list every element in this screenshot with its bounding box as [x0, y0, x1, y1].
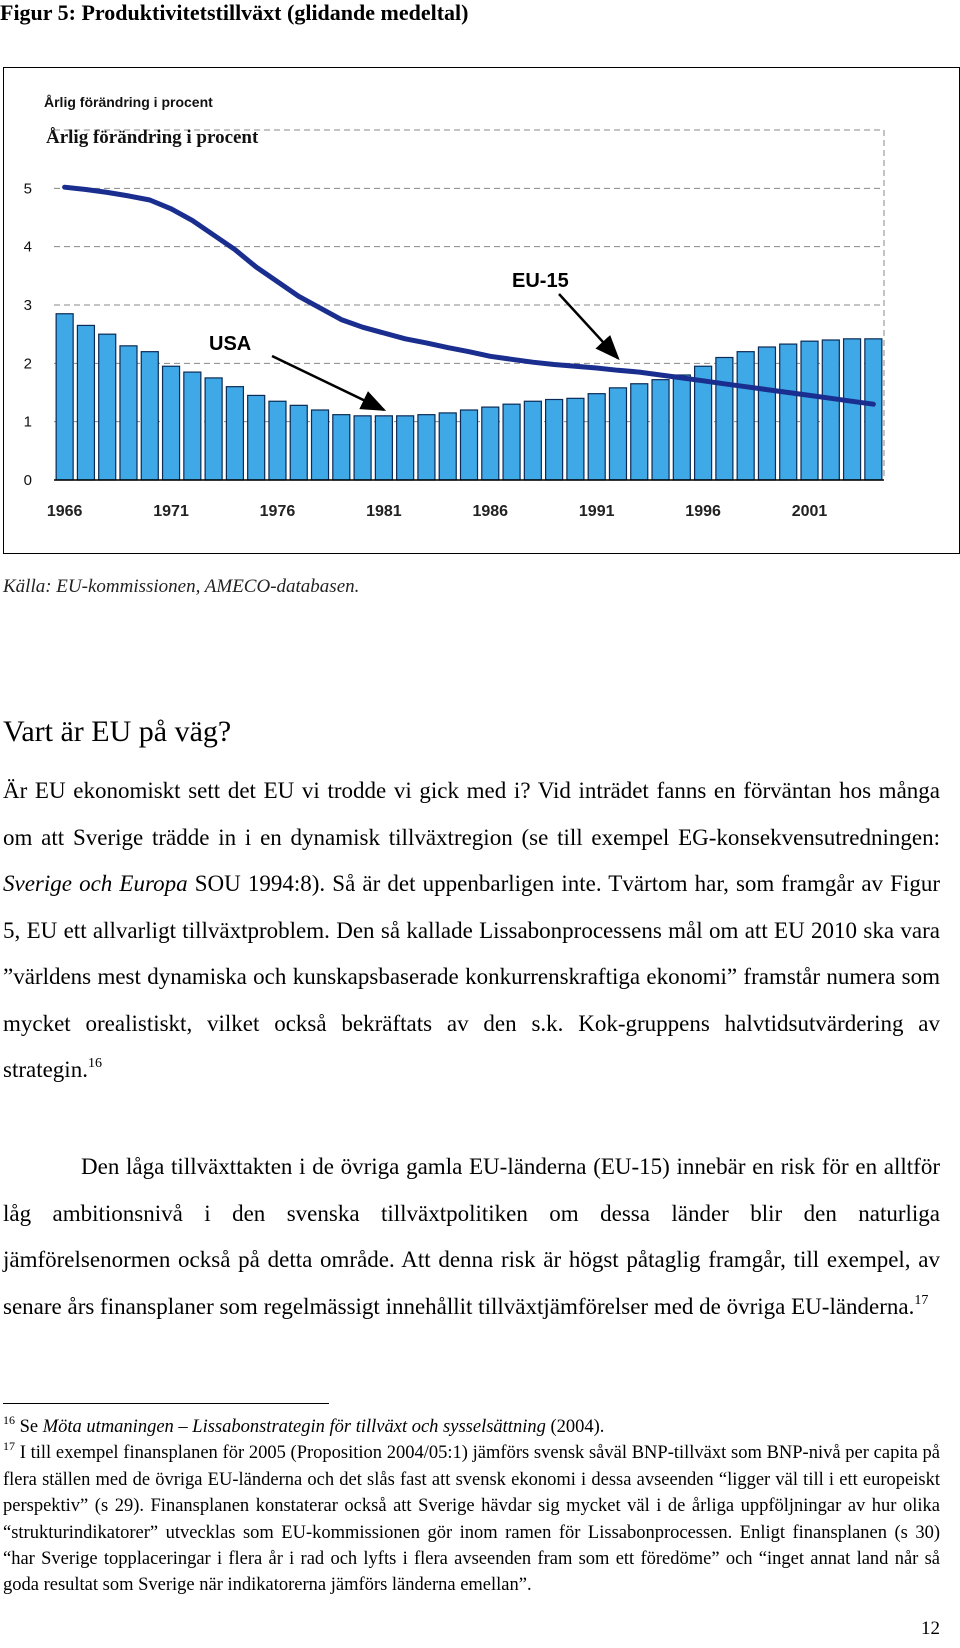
x-tick-label: 1986: [472, 503, 509, 520]
bar-2001: [801, 341, 818, 480]
y-axis-title-overlay: Årlig förändring i procent: [46, 127, 259, 148]
x-tick-label: 1971: [153, 503, 189, 520]
bar-2004: [865, 339, 882, 480]
y-tick-label: 3: [23, 297, 32, 314]
y-tick-label: 2: [23, 355, 32, 373]
bar-1999: [758, 347, 775, 480]
paragraph-2-text: Den låga tillväxttakten i de övriga gamla EU-länderna (EU-15) innebär en risk för en alltför låg ambitionsnivå i den svenska tillväxtpolitiken om dessa länder blir den naturliga jämförelsenormen också på detta område. Att denna risk är högst påtaglig framgår, till exempel, av senare års finansplaner som regelmässigt innehållit tillväxtjämförelser med de övriga EU-länderna.: [3, 1154, 940, 1319]
bar-1986: [482, 407, 499, 480]
footnote-16: [3, 1414, 940, 1440]
page-number: 12: [921, 1618, 940, 1639]
y-tick-label: 5: [23, 180, 32, 198]
bar-1977: [290, 405, 307, 480]
bar-1970: [141, 352, 158, 480]
bar-1978: [312, 410, 329, 480]
bar-1982: [397, 416, 414, 480]
bar-1988: [524, 401, 541, 480]
bar-1987: [503, 404, 520, 480]
x-tick-label: 1981: [366, 503, 402, 520]
bar-1985: [460, 410, 477, 480]
annotation-usa-arrow: [272, 356, 384, 410]
figure-title: Figur 5: Produktivitetstillväxt (glidande medeltal): [0, 0, 469, 25]
bar-1968: [99, 334, 116, 480]
bar-1995: [673, 375, 690, 480]
bar-1981: [375, 416, 392, 480]
figure-source: Källa: EU-kommissionen, AMECO-databasen.: [3, 576, 360, 597]
bar-1983: [418, 415, 435, 480]
bar-1997: [716, 358, 733, 481]
bar-1967: [77, 325, 94, 480]
annotation-eu15: EU-15: [512, 270, 569, 292]
bar-1992: [609, 388, 626, 480]
bar-1991: [588, 394, 605, 480]
y-tick-label: 4: [23, 238, 32, 256]
bar-1979: [333, 415, 350, 480]
footnote-17-number: 17: [3, 1439, 15, 1454]
x-tick-label: 2001: [791, 503, 828, 520]
bar-1993: [631, 384, 648, 480]
x-tick-label: 1996: [685, 503, 721, 520]
footnote-ref-16[interactable]: 16: [87, 1056, 102, 1071]
bar-1994: [652, 380, 669, 480]
annotation-usa: USA: [209, 333, 252, 355]
bar-1969: [120, 346, 137, 480]
x-tick-label: 1966: [46, 503, 83, 520]
y-tick-label: 1: [23, 413, 32, 431]
footnote-17: [3, 1440, 940, 1598]
bar-1974: [226, 387, 243, 480]
bar-1966: [56, 314, 73, 480]
productivity-chart: [4, 68, 959, 553]
bar-1990: [567, 398, 584, 480]
bar-1989: [546, 400, 563, 481]
bar-1975: [248, 395, 265, 480]
x-tick-label: 1976: [259, 503, 296, 520]
bar-1973: [205, 378, 222, 480]
footnote-16-text-b: (2004).: [545, 1417, 605, 1437]
bar-2000: [780, 344, 797, 480]
section-heading: Vart är EU på väg?: [3, 715, 232, 748]
footnote-divider: [3, 1403, 329, 1404]
bar-1980: [354, 416, 371, 480]
bar-1998: [737, 352, 754, 480]
footnote-16-number: 16: [3, 1413, 15, 1427]
paragraph-1-text-b: SOU 1994:8). Så är det uppenbarligen inte. Tvärtom har, som framgår av Figur 5, EU ett allvarligt tillväxtproblem. Den så kallade Lissabonprocessens mål om att EU 2010 ska vara ”världens mest dynamiska och kunskapsbaserade konkurrenskraftiga ekonomi” framstår numera som mycket orealistiskt, vilket också bekräftats av den s.k. Kok-gruppens halvtidsutvärdering av strategin.: [3, 871, 941, 1082]
footnotes: [3, 1414, 940, 1599]
y-tick-label: 0: [23, 472, 32, 489]
bar-1984: [439, 413, 456, 480]
paragraph-1-italic: Sverige och Europa: [3, 871, 188, 896]
paragraph-1-text-a: Är EU ekonomiskt sett det EU vi trodde vi gick med i? Vid inträdet fanns en förväntan hos många om att Sverige trädde in i en dynamisk tillväxtregion (se till exempel EG-konsekvensutredningen:: [3, 778, 940, 850]
footnote-16-italic: Möta utmaningen – Lissabonstrategin för tillväxt och sysselsättning: [42, 1417, 546, 1437]
bar-1976: [269, 401, 286, 480]
bar-1972: [184, 372, 201, 480]
bar-2002: [822, 340, 839, 480]
footnote-ref-17[interactable]: 17: [914, 1292, 929, 1308]
footnote-17-text: I till exempel finansplanen för 2005 (Proposition 2004/05:1) jämförs svensk såväl BNP-tillväxt som BNP-nivå per capita på flera ställen med de övriga EU-länderna och det slås fast att svensk ekonomi i dessa avseenden “ligger väl till i ett europeiskt perspektiv” (s 29). Finansplanen konstaterar också att Sverige hävdar sig mycket väl i de årliga uppföljningar av hur olika “strukturindikatorer” utvecklas som EU-kommissionen gör inom ramen för Lissabonprocessen. Enligt finansplanen (s 30) “har Sverige topplaceringar i flera år i rad och lyfts i flera avseenden fram som ett föredöme” och “inget annat land når så goda resultat som Sverige när indikatorerna jämförs länderna emellan”.: [3, 1443, 940, 1596]
bar-1971: [163, 366, 180, 480]
x-tick-label: 1991: [578, 503, 615, 520]
chart-frame: [3, 67, 960, 554]
y-axis-title: Årlig förändring i procent: [44, 94, 213, 110]
bar-2003: [844, 339, 861, 480]
paragraph-2: [3, 1144, 940, 1330]
annotation-eu15-arrow: [559, 294, 618, 358]
paragraph-1: [3, 768, 940, 1094]
footnote-16-text-a: Se: [15, 1417, 43, 1437]
